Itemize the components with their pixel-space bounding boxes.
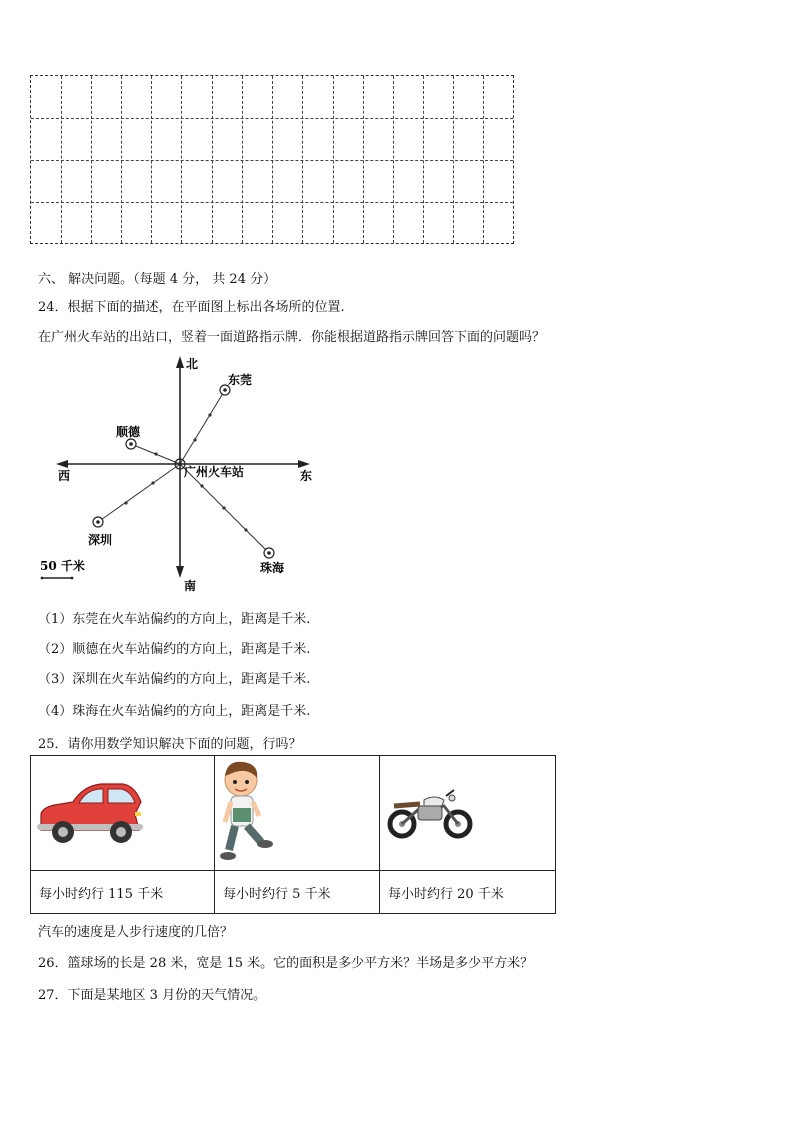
walking-boy-icon (215, 756, 379, 870)
shenzhen-label: 深圳 (88, 533, 113, 547)
south-arrow (176, 566, 184, 578)
question-26: 26．篮球场的长是 28 米，宽是 15 米。它的面积是多少平方米？半场是多少平方米？ (38, 956, 534, 971)
car-cell (31, 756, 215, 871)
question-24-3: （3）深圳在火车站偏约的方向上，距离是千米. (38, 672, 311, 687)
zhuhai-label: 珠海 (260, 561, 285, 575)
question-24-1: （1）东莞在火车站偏约的方向上，距离是千米. (38, 612, 311, 627)
shunde-label: 顺德 (116, 425, 141, 439)
question-25-title: 25．请你用数学知识解决下面的问题，行吗？ (38, 737, 302, 752)
question-24-2: （2）顺德在火车站偏约的方向上，距离是千米. (38, 642, 311, 657)
east-label: 东 (300, 469, 313, 483)
scale-label: 50 千米 (40, 559, 85, 573)
question-24-intro: 在广州火车站的出站口，竖着一面道路指示牌．你能根据道路指示牌回答下面的问题吗？ (38, 330, 546, 345)
north-arrow (176, 356, 184, 368)
direction-map (38, 352, 328, 594)
car-icon (31, 756, 214, 870)
boy-cell (215, 756, 380, 871)
route-dongguan (180, 390, 225, 464)
speed-table (30, 755, 556, 914)
boy-caption: 每小时约行 5 千米 (215, 871, 380, 914)
west-label: 西 (58, 469, 71, 483)
route-shenzhen (98, 464, 180, 522)
dongguan-label: 东莞 (228, 373, 253, 387)
question-27: 27．下面是某地区 3 月份的天气情况。 (38, 988, 267, 1003)
writing-grid (30, 75, 514, 244)
section-title: 六、 解决问题。（每题 4 分， 共 24 分） (38, 272, 277, 287)
question-24-4: （4）珠海在火车站偏约的方向上，距离是千米. (38, 704, 311, 719)
question-25-question: 汽车的速度是人步行速度的几倍？ (38, 925, 234, 940)
east-arrow (298, 460, 310, 468)
motorcycle-caption: 每小时约行 20 千米 (380, 871, 556, 914)
motorcycle-icon (380, 756, 555, 870)
south-label: 南 (184, 579, 197, 593)
north-label: 北 (186, 357, 199, 371)
center-label: 广州火车站 (184, 465, 245, 479)
west-arrow (56, 460, 68, 468)
motorcycle-cell (380, 756, 556, 871)
car-caption: 每小时约行 115 千米 (31, 871, 215, 914)
question-24-title: 24．根据下面的描述，在平面图上标出各场所的位置. (38, 300, 345, 315)
